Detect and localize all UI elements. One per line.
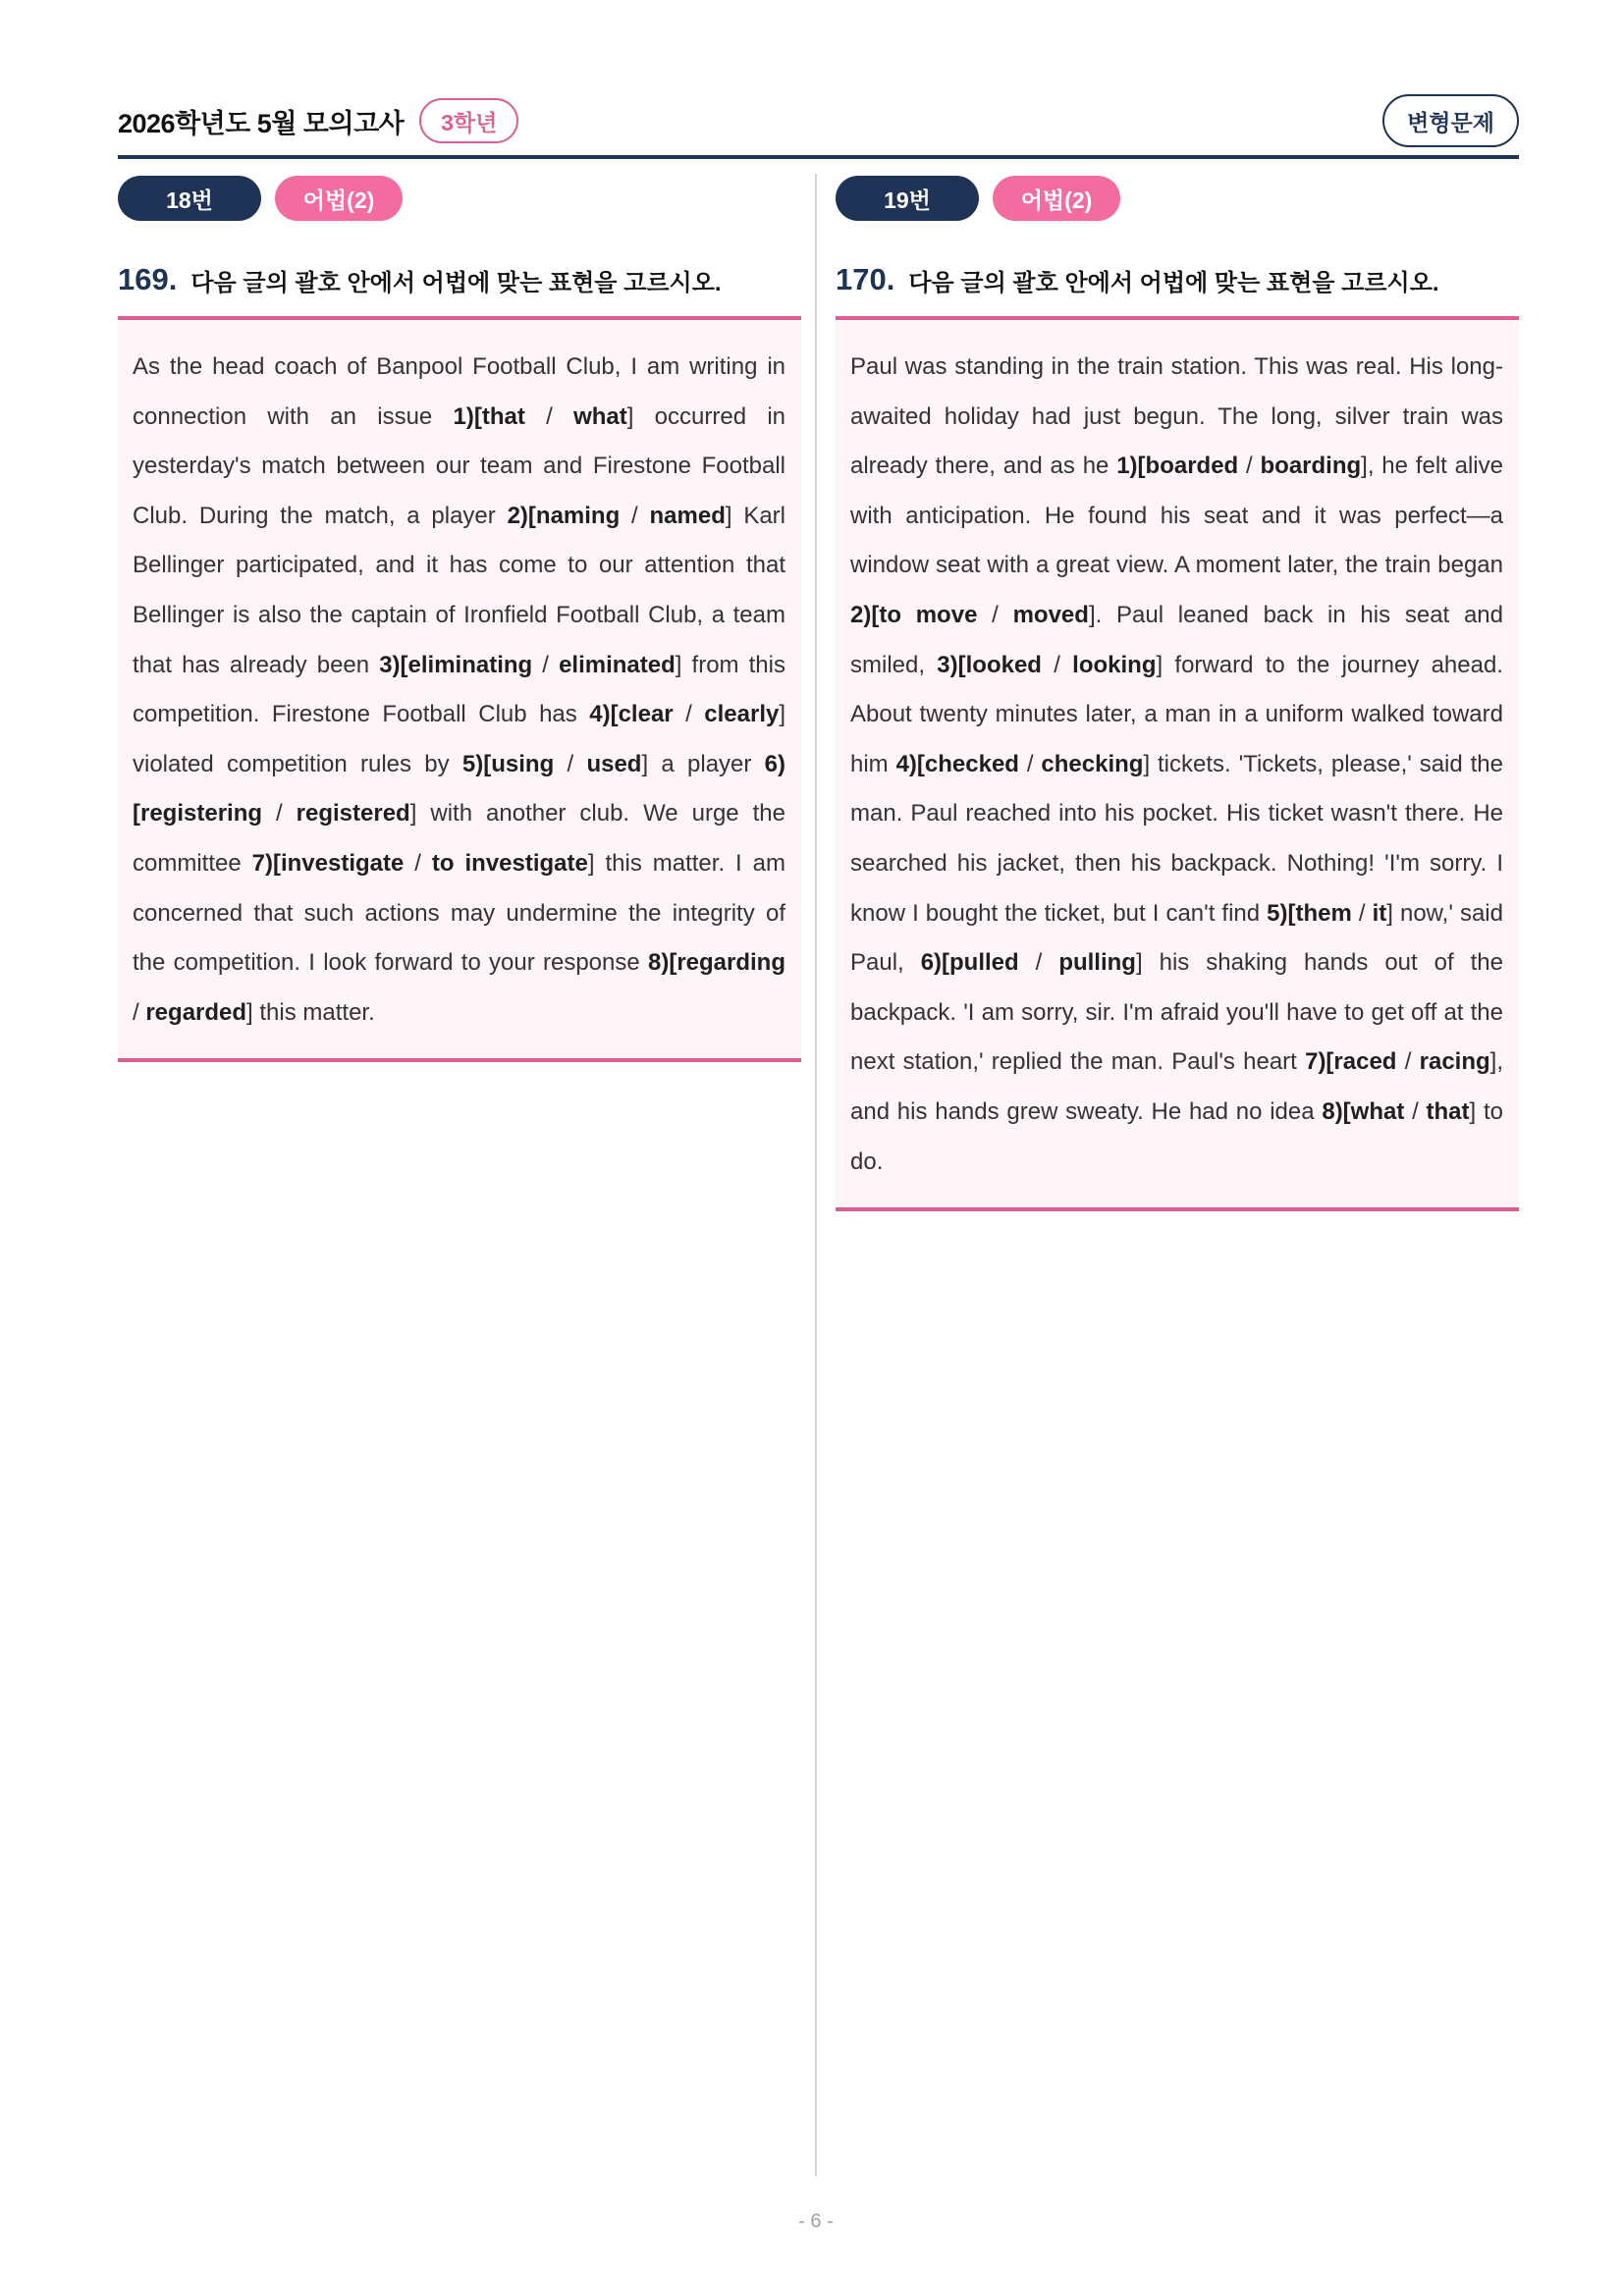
passage-run: ] his shaking hands out of the backpack. 'I am sorry, sir. I'm afraid you'll have to get off at the next station,' replied the man. Paul's heart (850, 949, 1504, 1076)
category-badge: 어법(2) (275, 176, 403, 221)
answer-choice: boarding (1260, 453, 1362, 480)
passage-run: Paul was standing in the train station. This was real. His long-awaited holiday had just begun. The long, silver train was already there, and as he (850, 353, 1503, 480)
grade-badge: 3학년 (419, 98, 518, 143)
passage-run: ] tickets. 'Tickets, please,' said the man. Paul reached into his pocket. His ticket wasn't there. He searched his jacket, then his backpack. Nothing! 'I'm sorry. I know I bought the ticket, but I can't find (850, 750, 1503, 927)
answer-choice: 5)[them (1267, 899, 1352, 927)
passage-run: / (1018, 750, 1042, 777)
answer-choice: 1)[boarded (1116, 453, 1239, 480)
passage-run: / (262, 800, 297, 828)
page-header (118, 94, 1519, 147)
passage-run: / (1351, 899, 1373, 927)
answer-choice: 2)[to move (850, 601, 978, 628)
question-block-right (836, 176, 1519, 1211)
answer-choice: looking (1072, 651, 1157, 678)
category-badge: 어법(2) (993, 176, 1120, 221)
passage-run: / (524, 402, 574, 430)
passage-run: ] to do. (850, 1097, 1503, 1175)
answer-choice: used (586, 750, 642, 777)
answer-choice: racing (1419, 1048, 1490, 1076)
answer-choice: clearly (704, 701, 780, 728)
passage-run: ] Karl Bellinger participated, and it has come to our attention that Bellinger is also the captain of Ironfield Football Club, a team that has already been (133, 502, 785, 678)
passage-text (850, 343, 1503, 1187)
passage-text (133, 343, 785, 1038)
page-number: - 6 - (798, 2211, 834, 2232)
passage-run: ], and his hands grew sweaty. He had no idea (850, 1048, 1503, 1125)
header-rule (118, 155, 1519, 159)
exam-title: 2026학년도 5월 모의고사 (118, 108, 405, 138)
answer-choice: 6)[registering (133, 750, 786, 828)
answer-choice: 3)[eliminating (379, 651, 533, 678)
passage-run: / (133, 998, 146, 1026)
passage-run: ] forward to the journey ahead. About twenty minutes later, a man in a uniform walked toward him (850, 651, 1503, 777)
answer-choice: 8)[regarding (647, 949, 785, 977)
answer-choice: checking (1041, 750, 1144, 777)
badge-row (836, 176, 1519, 221)
passage-run: / (404, 849, 432, 877)
answer-choice: 2)[naming (507, 502, 621, 529)
answer-choice: moved (1012, 601, 1089, 628)
passage-run: / (532, 651, 560, 678)
passage-run: ] violated competition rules by (133, 701, 786, 777)
question-instruction: 다음 글의 괄호 안에서 어법에 맞는 표현을 고르시오. (908, 269, 1439, 296)
passage-run: / (620, 502, 650, 529)
answer-choice: eliminated (559, 651, 676, 678)
question-number: 169. (118, 262, 178, 296)
question-title (836, 258, 1519, 301)
answer-choice: 8)[what (1322, 1097, 1405, 1125)
passage-run: / (1018, 949, 1059, 977)
passage-run: / (1238, 453, 1261, 480)
answer-choice: named (649, 502, 726, 529)
source-number-badge: 19번 (836, 176, 979, 221)
passage-run: ] now,' said Paul, (850, 899, 1503, 977)
answer-choice: what (573, 402, 627, 430)
answer-choice: it (1372, 899, 1387, 927)
passage-box (118, 316, 801, 1062)
answer-choice: pulling (1058, 949, 1136, 977)
answer-choice: registered (296, 800, 410, 828)
column-divider (815, 174, 817, 2176)
answer-choice: 4)[clear (589, 701, 674, 728)
answer-choice: 5)[using (461, 750, 555, 777)
answer-choice: that (1426, 1097, 1470, 1125)
passage-run: / (673, 701, 705, 728)
worksheet-type-badge: 변형문제 (1382, 94, 1519, 147)
source-number-badge: 18번 (118, 176, 261, 221)
passage-run: ] from this competition. Firestone Football Club has (133, 651, 785, 728)
passage-run: ] occurred in yesterday's match between our team and Firestone Football Club. During the match, a player (133, 402, 785, 529)
passage-box (836, 316, 1519, 1211)
passage-run: / (1396, 1048, 1420, 1076)
answer-choice: 6)[pulled (920, 949, 1019, 977)
passage-run: / (554, 750, 587, 777)
passage-run: ] this matter. I am concerned that such actions may undermine the integrity of the competition. I look forward to your response (133, 849, 785, 977)
passage-run: / (977, 601, 1013, 628)
passage-run: ]. Paul leaned back in his seat and smiled, (850, 601, 1503, 678)
badge-row (118, 176, 801, 221)
passage-run: / (1041, 651, 1073, 678)
passage-run: ] a player (641, 750, 765, 777)
question-instruction: 다음 글의 괄호 안에서 어법에 맞는 표현을 고르시오. (190, 269, 722, 296)
answer-choice: 7)[investigate (251, 849, 405, 877)
answer-choice: 3)[looked (937, 651, 1042, 678)
question-number: 170. (836, 262, 895, 296)
passage-run: ] this matter. (246, 998, 375, 1026)
answer-choice: 4)[checked (895, 750, 1019, 777)
question-title (118, 258, 801, 301)
passage-run: / (1404, 1097, 1427, 1125)
answer-choice: regarded (145, 998, 247, 1026)
passage-run: ], he felt alive with anticipation. He found his seat and it was perfect—a window seat with a great view. A moment later, the train began (850, 453, 1503, 579)
question-block-left (118, 176, 801, 1062)
answer-choice: 7)[raced (1305, 1048, 1397, 1076)
answer-choice: to investigate (431, 849, 588, 877)
answer-choice: 1)[that (453, 402, 525, 430)
passage-run: ] with another club. We urge the committee (133, 800, 785, 877)
passage-run: As the head coach of Banpool Football Club, I am writing in connection with an issue (133, 353, 785, 430)
